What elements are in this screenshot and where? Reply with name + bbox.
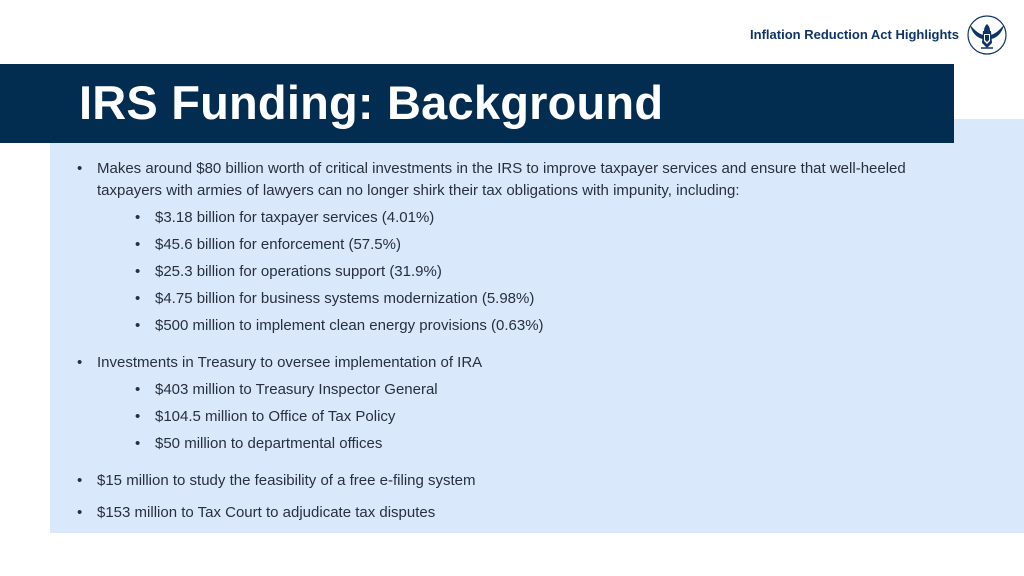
sub-bullet-text: $403 million to Treasury Inspector General [155,381,438,398]
bullet-list [77,158,957,534]
sub-bullet-item [97,207,957,234]
sub-bullet-marker: • [135,381,141,398]
eagle-seal-icon [967,15,1007,55]
sub-bullet-marker: • [135,317,141,334]
sub-bullet-list [97,379,957,460]
bullet-item [77,352,957,460]
bullet-item [77,158,957,342]
sub-bullet-text: $3.18 billion for taxpayer services (4.01%) [155,209,435,226]
sub-bullet-marker: • [135,435,141,452]
sub-bullet-list [97,207,957,342]
sub-bullet-marker: • [135,236,141,253]
sub-bullet-item [97,406,957,433]
sub-bullet-marker: • [135,408,141,425]
sub-bullet-item [97,234,957,261]
bullet-item [77,502,957,524]
header-label: Inflation Reduction Act Highlights [750,27,959,42]
sub-bullet-text: $45.6 billion for enforcement (57.5%) [155,236,401,253]
bullet-item [77,470,957,492]
sub-bullet-item [97,315,957,342]
bullet-marker: • [77,504,83,521]
bullet-marker: • [77,472,83,489]
bullet-text: Makes around $80 billion worth of critical investments in the IRS to improve taxpayer services and ensure that well-heeled taxpayers with armies of lawyers can no longer shirk their tax obligations with impunity, including: [97,160,906,199]
sub-bullet-text: $50 million to departmental offices [155,435,383,452]
sub-bullet-item [97,261,957,288]
sub-bullet-item [97,379,957,406]
bullet-marker: • [77,354,83,371]
sub-bullet-item [97,433,957,460]
sub-bullet-text: $104.5 million to Office of Tax Policy [155,408,396,425]
page-title: IRS Funding: Background [79,76,664,129]
bullet-text: Investments in Treasury to oversee implementation of IRA [97,354,483,371]
bullet-marker: • [77,160,83,177]
bullet-text: $153 million to Tax Court to adjudicate tax disputes [97,504,436,521]
sub-bullet-text: $500 million to implement clean energy provisions (0.63%) [155,317,544,334]
sub-bullet-item [97,288,957,315]
sub-bullet-marker: • [135,290,141,307]
sub-bullet-marker: • [135,209,141,226]
sub-bullet-marker: • [135,263,141,280]
sub-bullet-text: $25.3 billion for operations support (31.9%) [155,263,442,280]
bullet-text: $15 million to study the feasibility of a free e-filing system [97,472,476,489]
sub-bullet-text: $4.75 billion for business systems modernization (5.98%) [155,290,535,307]
